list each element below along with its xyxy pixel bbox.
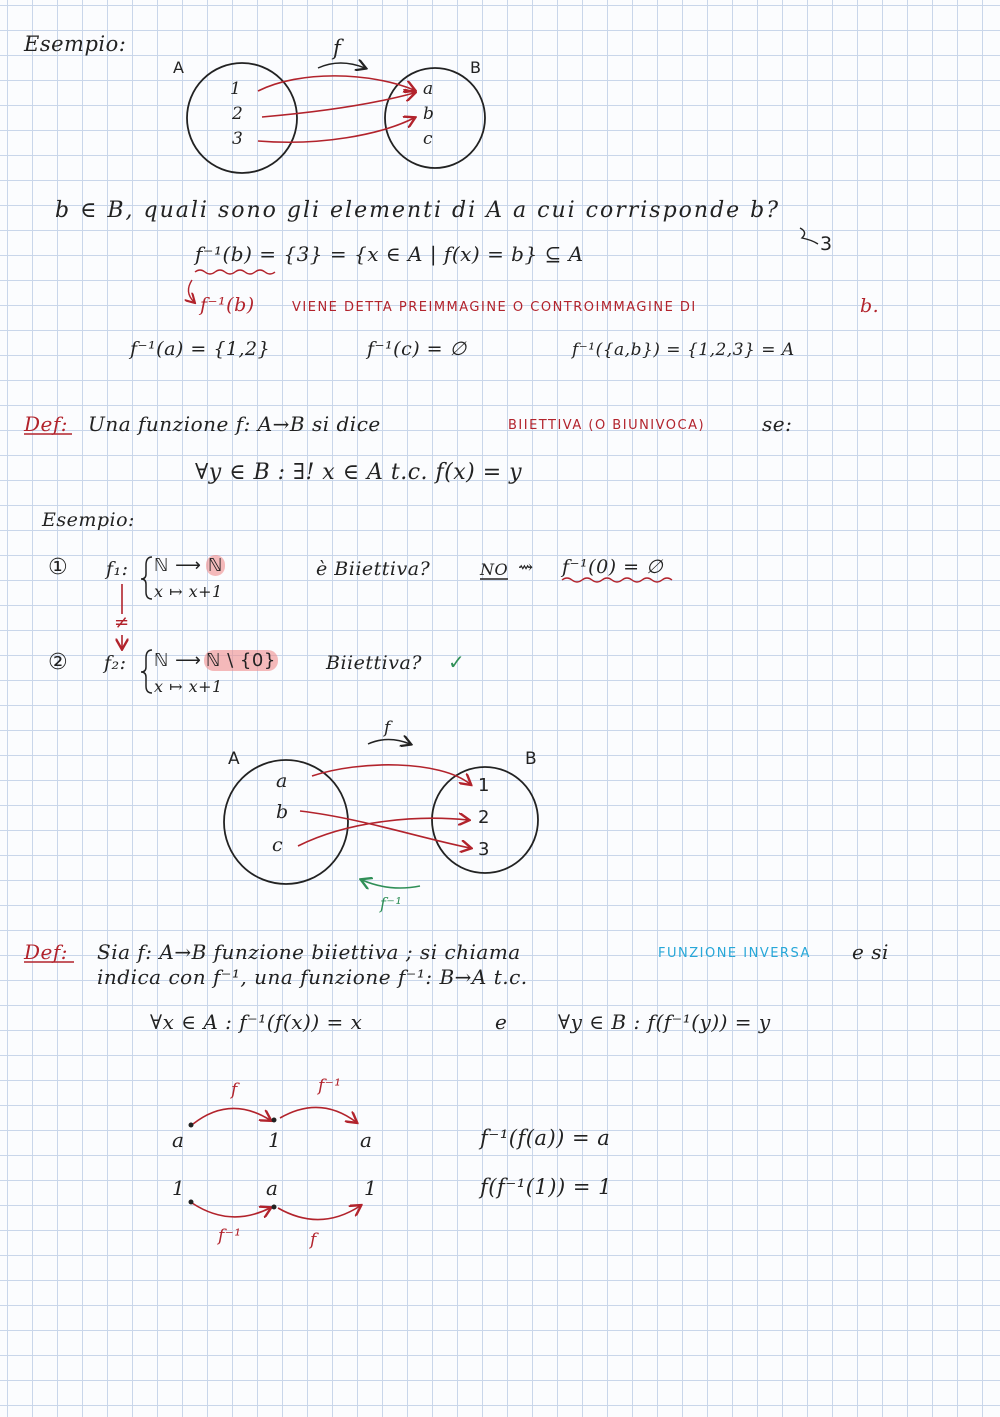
chain-bottom-label-f: f — [310, 1230, 317, 1250]
chain-bottom-node: 1 — [364, 1176, 378, 1200]
chain-top-node: a — [360, 1128, 373, 1152]
f2-domain: ℕ ⟶ — [154, 650, 202, 671]
chain-top-node: 1 — [268, 1128, 282, 1152]
def2-formula-mid: e — [495, 1010, 508, 1034]
example1-label: Esempio: — [24, 32, 127, 56]
f2-rule: x ↦ x+1 — [154, 677, 223, 696]
chain-bottom-label-finv: f⁻¹ — [218, 1226, 242, 1246]
b-element: c — [423, 129, 434, 149]
b-element: a — [423, 79, 434, 99]
a-element: 1 — [230, 79, 242, 99]
def2-label: Def: — [24, 940, 69, 964]
def2-formula-right: ∀y ∈ B : f(f⁻¹(y)) = y — [558, 1010, 771, 1034]
f1-brace — [141, 557, 152, 599]
f1-rule: x ↦ x+1 — [154, 582, 223, 601]
answer-3: 3 — [820, 233, 833, 255]
def1-highlight: BIIETTIVA (O BIUNIVOCA) — [508, 418, 706, 433]
chain-bottom-node: a — [266, 1176, 279, 1200]
a-element: 2 — [232, 104, 244, 124]
def2-line1-end: e si — [852, 940, 889, 964]
q2: Biiettiva? — [326, 652, 422, 674]
preimage-note-text: VIENE DETTA PREIMMAGINE O CONTROIMMAGINE DI — [292, 300, 697, 315]
f2-brace — [141, 650, 152, 693]
example2-label: Esempio: — [42, 509, 135, 531]
set-a-label: A — [173, 58, 185, 77]
answer-no: NO — [480, 560, 509, 579]
f2-name: f₂: — [104, 652, 127, 674]
set-b2-label: B — [525, 749, 538, 769]
f1-codomain-highlight: ℕ — [208, 555, 223, 576]
preimage-note-b: b. — [860, 295, 880, 317]
def1-text: Una funzione f: A→B si dice — [88, 412, 381, 436]
f2-codomain — [204, 650, 278, 671]
set-b-label: B — [470, 58, 482, 77]
map-arrow-2 — [262, 93, 414, 117]
chain-dot — [189, 1200, 194, 1205]
map-arrow-1 — [258, 76, 414, 91]
map-arrow-3 — [258, 118, 414, 142]
number-2: ② — [48, 650, 69, 675]
chain-top-arrow-2 — [280, 1107, 356, 1122]
question: b ∈ B, quali sono gli elementi di A a cui corrisponde b? — [55, 198, 781, 223]
f1-name: f₁: — [106, 558, 129, 580]
def1-text-end: se: — [762, 412, 793, 436]
chain-dot — [272, 1118, 277, 1123]
preimage-note-symbol: f⁻¹(b) — [200, 294, 255, 316]
answer-arrow: ⇝ — [518, 557, 534, 578]
b2-element: 2 — [478, 807, 490, 828]
chain-bottom-arrow-2 — [278, 1206, 360, 1220]
example-preimage-c: f⁻¹(c) = ∅ — [367, 338, 467, 360]
a-element: 3 — [232, 129, 244, 149]
chain-eq1: f⁻¹(f(a)) = a — [480, 1126, 611, 1150]
chain-top-arrow-1 — [193, 1108, 270, 1124]
def2-formula-left: ∀x ∈ A : f⁻¹(f(x)) = x — [150, 1010, 363, 1034]
example-preimage-ab: f⁻¹({a,b}) = {1,2,3} = A — [572, 340, 795, 360]
chain-bottom-node: 1 — [172, 1176, 186, 1200]
neq-symbol: ≠ — [114, 612, 130, 633]
inverse-label: f⁻¹ — [380, 894, 403, 913]
chain-bottom-arrow-1 — [192, 1203, 270, 1217]
number-1: ① — [48, 555, 69, 580]
arrow-to-3 — [800, 228, 818, 244]
chain-dot — [272, 1205, 277, 1210]
q1: è Biiettiva? — [316, 558, 431, 580]
chain-top-label-finv: f⁻¹ — [318, 1076, 342, 1096]
inv-arrow-green — [362, 880, 420, 888]
chain-eq2: f(f⁻¹(1)) = 1 — [480, 1175, 612, 1199]
arrow-f-top-2 — [368, 740, 410, 745]
def1-label: Def: — [24, 412, 69, 436]
def2-line1: Sia f: A→B funzione biiettiva ; si chiama — [97, 940, 521, 964]
set-b-circle — [385, 68, 485, 168]
example-preimage-a: f⁻¹(a) = {1,2} — [130, 338, 271, 360]
b2-element: 1 — [478, 775, 490, 796]
a2-element: c — [272, 834, 284, 856]
f1-codomain — [206, 555, 225, 576]
def2-line2: indica con f⁻¹, una funzione f⁻¹: B→A t.c. — [97, 965, 528, 989]
f-label-2: f — [384, 718, 391, 738]
map2-arrow-a — [312, 765, 470, 784]
def2-highlight: FUNZIONE INVERSA — [658, 946, 811, 961]
arrow-f-top — [318, 63, 365, 68]
note-arrow — [188, 280, 194, 302]
b-element: b — [423, 104, 435, 124]
f-label: f — [333, 36, 342, 60]
answer-reason: f⁻¹(0) = ∅ — [562, 556, 664, 578]
b2-element: 3 — [478, 839, 490, 860]
chain-top-node: a — [172, 1128, 185, 1152]
set-a2-label: A — [228, 749, 241, 769]
wavy-underline-reason — [562, 578, 672, 582]
chain-dot — [189, 1123, 194, 1128]
f1-domain: ℕ ⟶ — [154, 555, 202, 576]
wavy-underline-preimage — [195, 270, 275, 274]
a2-element: a — [276, 770, 288, 792]
def1-formula: ∀y ∈ B : ∃! x ∈ A t.c. f(x) = y — [195, 460, 523, 485]
chain-top-label-f: f — [231, 1080, 238, 1100]
a2-element: b — [276, 801, 289, 823]
preimage-equation: f⁻¹(b) = {3} = {x ∈ A | f(x) = b} ⊆ A — [195, 242, 584, 266]
map2-arrow-b — [300, 811, 470, 848]
f2-codomain-highlight: ℕ \ {0} — [206, 650, 276, 671]
check-icon: ✓ — [448, 650, 466, 674]
